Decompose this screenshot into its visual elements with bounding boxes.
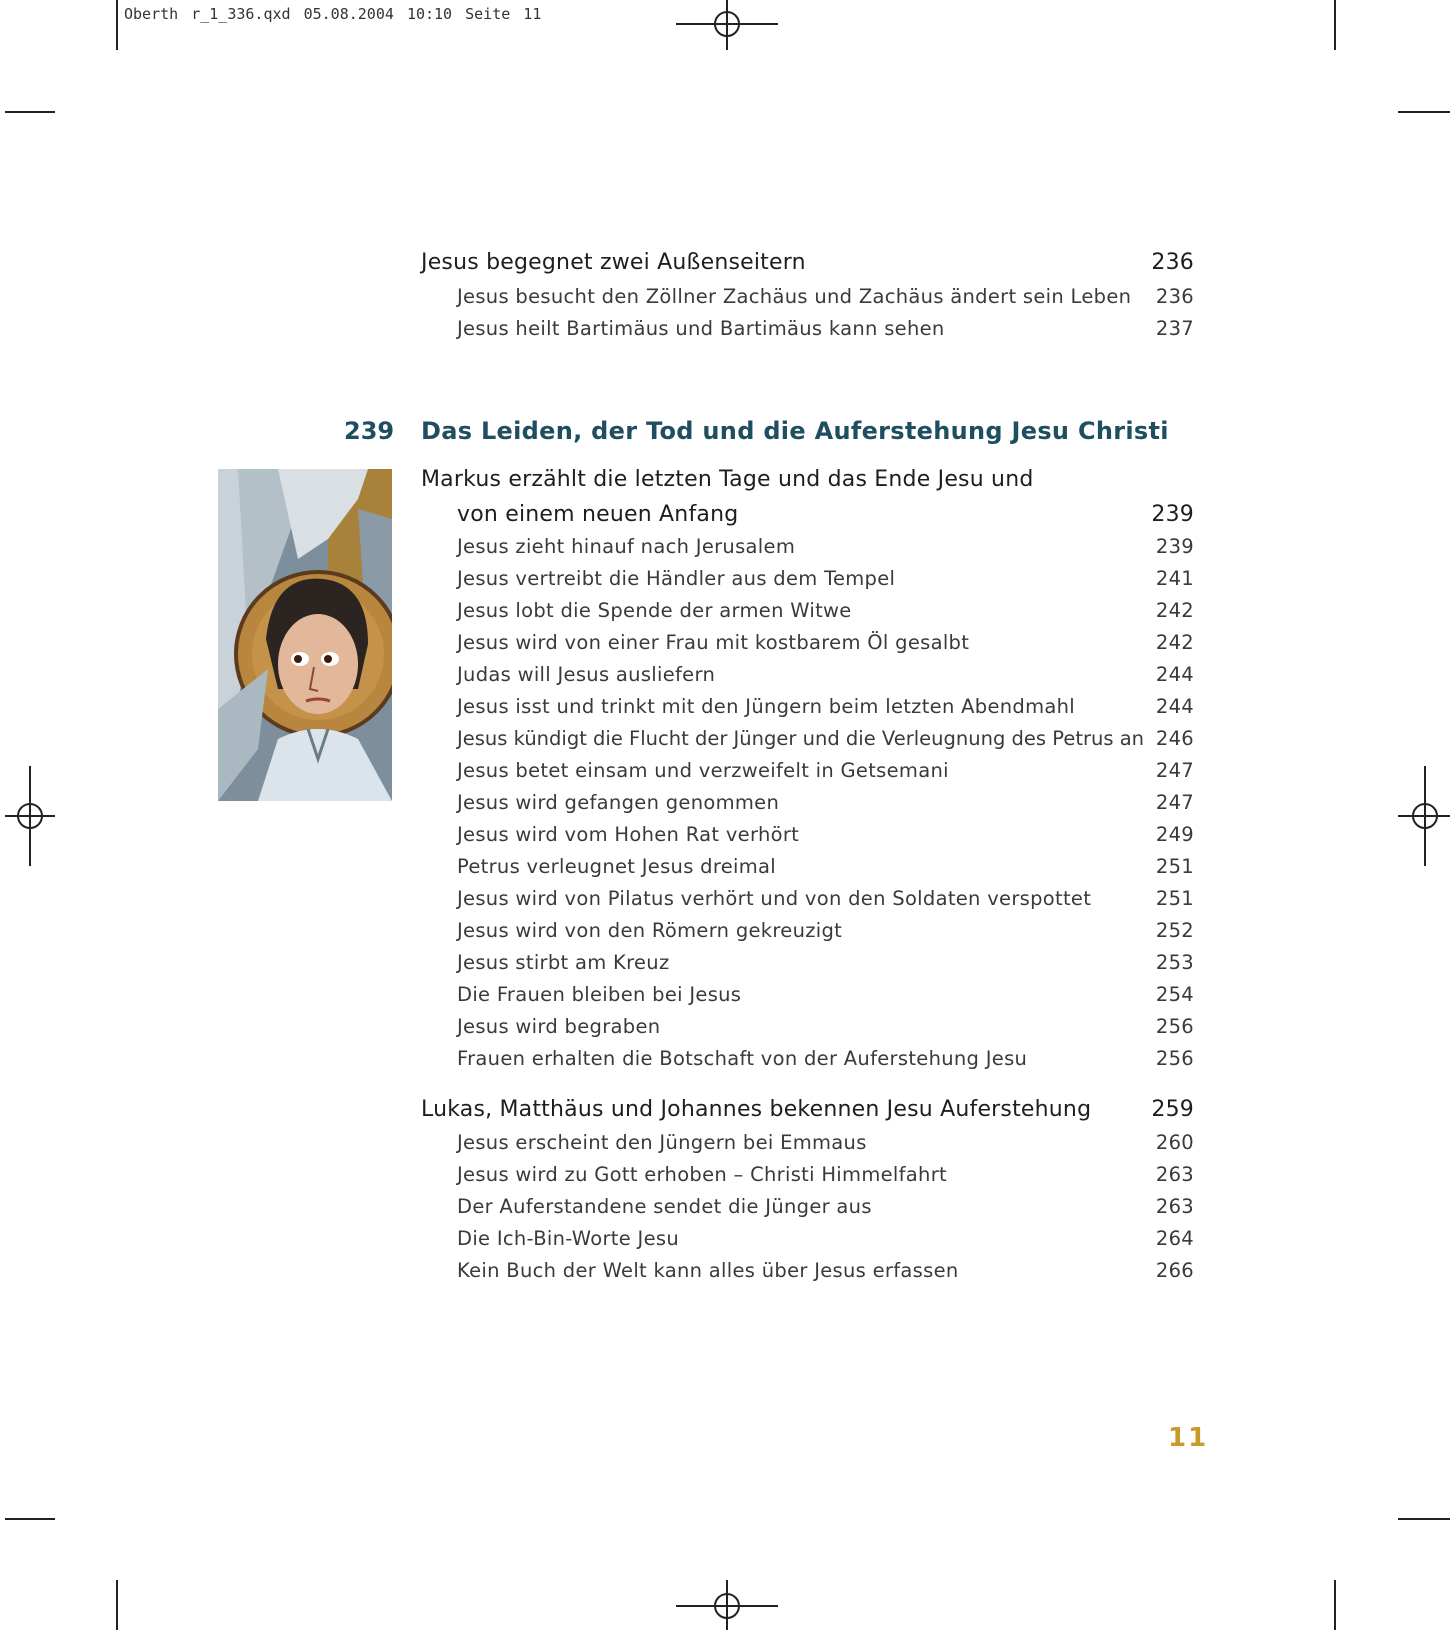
crop-mark-icon	[1334, 0, 1336, 50]
toc-entry-title: Jesus kündigt die Flucht der Jünger und die Verleugnung des Petrus an	[457, 727, 1145, 750]
toc-section-title: Markus erzählt die letzten Tage und das Ende Jesu und	[421, 467, 1034, 492]
toc-entry-page: 241	[1155, 567, 1194, 590]
toc-entry-page: 253	[1155, 951, 1194, 974]
toc-entry-page: 242	[1155, 631, 1194, 654]
toc-entry-title: Jesus wird von Pilatus verhört und von den Soldaten verspottet	[457, 887, 1092, 910]
printer-slug	[124, 5, 541, 23]
toc-entry-title: Jesus heilt Bartimäus und Bartimäus kann sehen	[457, 317, 945, 340]
toc-entry-title: Jesus isst und trinkt mit den Jüngern beim letzten Abendmahl	[457, 695, 1075, 718]
toc-entry-page: 263	[1155, 1163, 1194, 1186]
toc-entry-page: 239	[1155, 535, 1194, 558]
toc-entry-page: 244	[1155, 663, 1194, 686]
toc-page-number: 236	[1151, 250, 1194, 275]
toc-entry-page: 242	[1155, 599, 1194, 622]
toc-entry-title: Jesus vertreibt die Händler aus dem Tempel	[457, 567, 896, 590]
slug-page-label: Seite 11	[465, 5, 542, 23]
toc-entry-page: 260	[1155, 1131, 1194, 1154]
toc-entry-title: Frauen erhalten die Botschaft von der Auferstehung Jesu	[457, 1047, 1028, 1070]
toc-entry-title: Jesus stirbt am Kreuz	[457, 951, 670, 974]
toc-entry-page: 237	[1155, 317, 1194, 340]
toc-entry-page: 236	[1155, 285, 1194, 308]
toc-entry-title: Jesus wird begraben	[457, 1015, 661, 1038]
toc-entry-page: 256	[1155, 1015, 1194, 1038]
slug-time: 10:10	[406, 5, 453, 23]
toc-entry-title: Jesus wird zu Gott erhoben – Christi Himmelfahrt	[457, 1163, 947, 1186]
slug-date: 05.08.2004	[303, 5, 394, 23]
crop-mark-icon	[1334, 1580, 1336, 1630]
toc-entry-page: 263	[1155, 1195, 1194, 1218]
toc-entry-page: 252	[1155, 919, 1194, 942]
toc-entry-title: Jesus betet einsam und verzweifelt in Getsemani	[457, 759, 949, 782]
crop-mark-icon	[1398, 111, 1450, 113]
toc-entry-title: Die Ich-Bin-Worte Jesu	[457, 1227, 679, 1250]
toc-page-number: 239	[1151, 502, 1194, 527]
toc-entry-title: Jesus zieht hinauf nach Jerusalem	[457, 535, 796, 558]
toc-entry-title: Petrus verleugnet Jesus dreimal	[457, 855, 777, 878]
page-number-folio: 11	[1168, 1423, 1209, 1453]
toc-entry-page: 264	[1155, 1227, 1194, 1250]
toc-entry-page: 266	[1155, 1259, 1194, 1282]
toc-section-title: Lukas, Matthäus und Johannes bekennen Jesu Auferstehung	[421, 1097, 1092, 1122]
toc-entry-title: Kein Buch der Welt kann alles über Jesus erfassen	[457, 1259, 959, 1282]
toc-section-title: von einem neuen Anfang	[457, 502, 739, 527]
toc-entry-title: Jesus besucht den Zöllner Zachäus und Zachäus ändert sein Leben	[457, 285, 1132, 308]
toc-entry-page: 247	[1155, 791, 1194, 814]
toc-entry-title: Jesus wird von einer Frau mit kostbarem Öl gesalbt	[457, 631, 970, 654]
crop-mark-icon	[1398, 1518, 1450, 1520]
toc-entry-title: Jesus wird von den Römern gekreuzigt	[457, 919, 843, 942]
crop-mark-icon	[5, 1518, 55, 1520]
toc-entry-page: 247	[1155, 759, 1194, 782]
toc-entry-page: 251	[1155, 887, 1194, 910]
angel-illustration	[218, 469, 392, 801]
toc-entry-title: Die Frauen bleiben bei Jesus	[457, 983, 742, 1006]
toc-entry-title: Jesus lobt die Spende der armen Witwe	[457, 599, 852, 622]
chapter-number: 239	[344, 417, 395, 445]
toc-entry-page: 249	[1155, 823, 1194, 846]
slug-file: Oberth r_1_336.qxd	[124, 5, 291, 23]
toc-page-number: 259	[1151, 1097, 1194, 1122]
toc-entry-page: 244	[1155, 695, 1194, 718]
toc-entry-title: Jesus erscheint den Jüngern bei Emmaus	[457, 1131, 867, 1154]
crop-mark-icon	[116, 0, 118, 50]
toc-entry-page: 246	[1155, 727, 1194, 750]
toc-entry-page: 251	[1155, 855, 1194, 878]
toc-entry-title: Judas will Jesus ausliefern	[457, 663, 716, 686]
toc-entry-title: Jesus wird vom Hohen Rat verhört	[457, 823, 800, 846]
toc-entry-title: Der Auferstandene sendet die Jünger aus	[457, 1195, 872, 1218]
toc-entry-page: 254	[1155, 983, 1194, 1006]
toc-entry-page: 256	[1155, 1047, 1194, 1070]
toc-section-title: Jesus begegnet zwei Außenseitern	[421, 250, 806, 275]
chapter-title: Das Leiden, der Tod und die Auferstehung Jesu Christi	[421, 417, 1169, 445]
toc-entry-title: Jesus wird gefangen genommen	[457, 791, 780, 814]
crop-mark-icon	[116, 1580, 118, 1630]
crop-mark-icon	[5, 111, 55, 113]
